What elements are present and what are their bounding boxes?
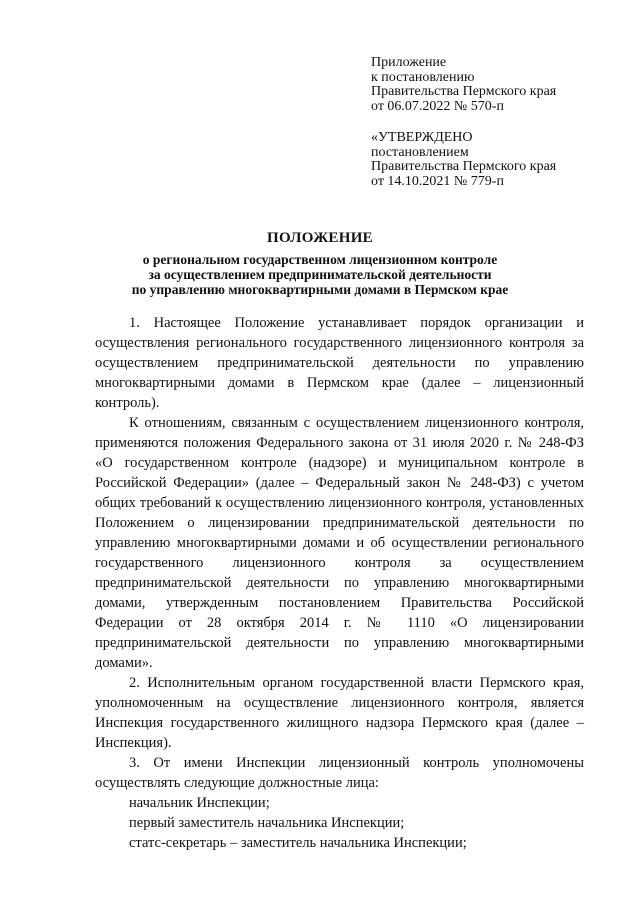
list-item-state-secretary: статс-секретарь – заместитель начальника Инспекции;	[129, 835, 467, 851]
appendix-line-1: Приложение	[371, 55, 447, 70]
approved-line-4: от 14.10.2021 № 779-п	[371, 173, 504, 189]
approved-line-2: постановлением	[371, 144, 469, 160]
appendix-stamp	[371, 56, 621, 114]
subtitle-line-3: по управлению многоквартирными домами в Пермском крае	[131, 282, 509, 297]
paragraph-3: 2. Исполнительным органом государственной власти Пермского края, уполномоченным на осуществление лицензионного контроля, является Инспекция государственного жилищного надзора Пермского края (далее – Инспекция).	[95, 675, 584, 751]
appendix-line-3: Правительства Пермского края	[371, 84, 557, 99]
paragraph-1: 1. Настоящее Положение устанавливает порядок организации и осуществления регионального государственного лицензионного контроля за осуществлением предпринимательской деятельности по управлению многоквартирными домами в Пермском крае (далее – лицензионный контроль).	[95, 315, 584, 411]
paragraph-2: К отношениям, связанным с осуществлением лицензионного контроля, применяются положения Федерального закона от 31 июля 2020 г. № 248-ФЗ «О государственном контроле (надзоре) и муниципальном контроле в Российской Федерации» (далее – Федеральный закон № 248-ФЗ) с учетом общих требований к осуществлению лицензионного контроля, установленных Положением о лицензировании предпринимательской деятельности по управлению многоквартирными домами и об осуществлении регионального государственного лицензионного контроля за осуществлением предпринимательской деятельности по управлению многоквартирными домами, утвержденным постановлением Правительства Российской Федерации от 28 октября 2014 г. № 1110 «О лицензировании предпринимательской деятельности по управлению многоквартирными домами».	[95, 415, 584, 671]
document-subtitle	[0, 252, 640, 297]
paragraph-4: 3. От имени Инспекции лицензионный контроль уполномочены осуществлять следующие должностные лица:	[95, 755, 584, 791]
approved-stamp	[371, 131, 621, 189]
appendix-line-4: от 06.07.2022 № 570-п	[371, 98, 504, 114]
subtitle-line-2: за осуществлением предпринимательской деятельности	[148, 267, 492, 282]
list-item-first-deputy: первый заместитель начальника Инспекции;	[129, 815, 405, 831]
list-item-head: начальник Инспекции;	[129, 795, 270, 811]
document-body	[95, 313, 584, 853]
approved-line-1: «УТВЕРЖДЕНО	[371, 130, 473, 145]
document-title: ПОЛОЖЕНИЕ	[267, 230, 373, 246]
approved-line-3: Правительства Пермского края	[371, 159, 557, 174]
appendix-line-2: к постановлению	[371, 69, 475, 85]
subtitle-line-1: о региональном государственном лицензионном контроле	[142, 252, 498, 267]
